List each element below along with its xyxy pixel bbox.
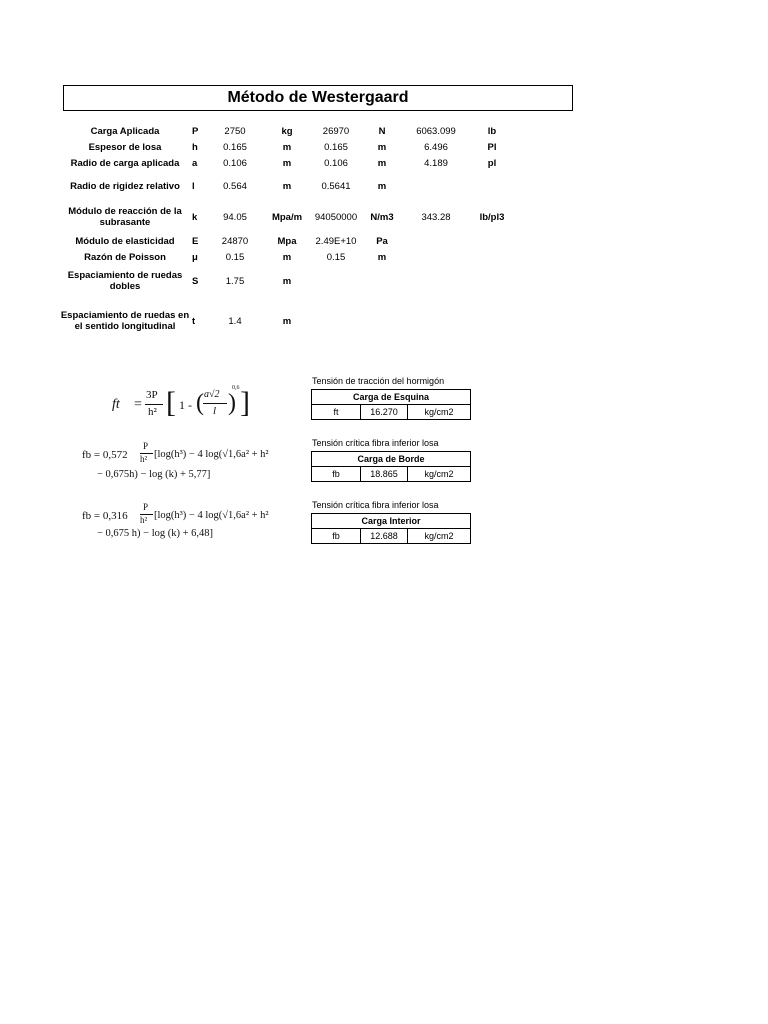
param-u3: lb/pl3 bbox=[479, 211, 505, 223]
param-sym: S bbox=[192, 275, 199, 287]
result-header-edge: Carga de Borde bbox=[312, 452, 471, 467]
param-row bbox=[60, 124, 530, 138]
result-unit-interior: kg/cm2 bbox=[408, 529, 471, 544]
param-name: Radio de rigidez relativo bbox=[70, 180, 180, 192]
param-row bbox=[60, 178, 530, 194]
param-u1: m bbox=[282, 141, 292, 153]
result-value-edge: 18.865 bbox=[361, 467, 408, 482]
result-label-corner: ft bbox=[312, 405, 361, 420]
param-v2: 0.15 bbox=[326, 251, 346, 263]
param-u1: Mpa/m bbox=[271, 211, 303, 223]
page-title: Método de Westergaard bbox=[63, 85, 573, 111]
formula-ft-frac-bar bbox=[203, 403, 227, 404]
param-sym: l bbox=[192, 180, 195, 192]
param-u3 bbox=[472, 178, 512, 194]
param-name: Espaciamiento de ruedas en el sentido longitudinal bbox=[60, 310, 190, 332]
param-name: Radio de carga aplicada bbox=[70, 157, 180, 169]
formula-ft-paren-open: ( bbox=[196, 390, 204, 416]
result-value-interior: 12.688 bbox=[361, 529, 408, 544]
caption-interior: Tensión crítica fibra inferior losa bbox=[312, 500, 439, 510]
param-v3 bbox=[406, 234, 466, 248]
formula-fb-edge-p: P bbox=[143, 441, 149, 451]
param-v2 bbox=[310, 269, 362, 293]
result-header-corner: Carga de Esquina bbox=[312, 390, 471, 405]
param-u1: kg bbox=[281, 125, 293, 137]
formula-fb-edge-line2: − 0,675h) − log (k) + 5,77] bbox=[97, 469, 211, 480]
param-name: Módulo de elasticidad bbox=[75, 235, 175, 247]
param-v3 bbox=[406, 178, 466, 194]
param-row bbox=[60, 269, 530, 293]
param-u1: Mpa bbox=[277, 235, 297, 247]
param-u2: N/m3 bbox=[370, 211, 394, 223]
param-v1: 1.4 bbox=[228, 315, 242, 327]
param-u1: m bbox=[282, 157, 292, 169]
result-header-interior: Carga Interior bbox=[312, 514, 471, 529]
result-unit-corner: kg/cm2 bbox=[408, 405, 471, 420]
param-v3 bbox=[406, 269, 466, 293]
param-row bbox=[60, 234, 530, 248]
formula-ft-den: h² bbox=[148, 406, 157, 418]
result-table-corner bbox=[311, 389, 471, 420]
result-label-edge: fb bbox=[312, 467, 361, 482]
formula-fb-edge-lhs: fb = 0,572 bbox=[82, 449, 128, 461]
param-sym: h bbox=[192, 141, 198, 153]
param-v1: 0.106 bbox=[223, 157, 247, 169]
formula-ft-eq: = bbox=[134, 397, 142, 412]
param-v2: 0.5641 bbox=[321, 180, 351, 192]
param-u3 bbox=[472, 307, 512, 335]
param-v2: 0.106 bbox=[324, 157, 348, 169]
formula-fb-int-body: [log(h³) − 4 log(√1,6a² + h² bbox=[154, 510, 269, 521]
param-v2: 0.165 bbox=[324, 141, 348, 153]
formula-fb-edge-h2: h² bbox=[140, 454, 148, 464]
param-u3: pl bbox=[487, 157, 497, 169]
param-u1: m bbox=[282, 180, 292, 192]
param-v1: 1.75 bbox=[225, 275, 245, 287]
param-v2 bbox=[310, 307, 362, 335]
param-row bbox=[60, 307, 530, 335]
param-u3: lb bbox=[487, 125, 497, 137]
formula-ft bbox=[112, 385, 252, 429]
formula-ft-paren-close: ) bbox=[228, 390, 236, 416]
param-u2: m bbox=[377, 251, 387, 263]
param-v3 bbox=[406, 307, 466, 335]
formula-ft-frac-num: a√2 bbox=[204, 389, 220, 400]
param-sym: E bbox=[192, 235, 199, 247]
param-sym: P bbox=[192, 125, 199, 137]
formula-ft-exp: 0,6 bbox=[232, 385, 240, 391]
result-value-corner: 16.270 bbox=[361, 405, 408, 420]
param-v2: 94050000 bbox=[314, 211, 358, 223]
param-u2: N bbox=[378, 125, 386, 137]
formula-ft-bracket-open: [ bbox=[166, 386, 176, 419]
formula-ft-bar bbox=[145, 404, 163, 405]
param-v1: 24870 bbox=[221, 235, 249, 247]
formula-ft-frac-den: l bbox=[213, 405, 217, 417]
param-u3 bbox=[472, 269, 512, 293]
formula-fb-int-h2: h² bbox=[140, 515, 148, 525]
param-name: Carga Aplicada bbox=[90, 125, 160, 137]
result-table-edge bbox=[311, 451, 471, 482]
param-u3 bbox=[472, 234, 512, 248]
param-name: Espaciamiento de ruedas dobles bbox=[67, 270, 183, 292]
param-row bbox=[60, 156, 530, 170]
result-unit-edge: kg/cm2 bbox=[408, 467, 471, 482]
param-u3 bbox=[472, 250, 512, 264]
param-u2: m bbox=[377, 180, 387, 192]
result-table-interior bbox=[311, 513, 471, 544]
param-v3: 6.496 bbox=[424, 141, 448, 153]
param-v1: 0.165 bbox=[223, 141, 247, 153]
param-v1: 2750 bbox=[224, 125, 246, 137]
param-v2: 26970 bbox=[322, 125, 350, 137]
param-u3: Pl bbox=[487, 141, 497, 153]
formula-fb-edge-body: [log(h³) − 4 log(√1,6a² + h² bbox=[154, 449, 269, 460]
param-u2: Pa bbox=[376, 235, 388, 247]
param-v1: 94.05 bbox=[223, 211, 247, 223]
param-v3 bbox=[406, 250, 466, 264]
param-u1: m bbox=[282, 315, 292, 327]
param-u1: m bbox=[282, 251, 292, 263]
param-row bbox=[60, 206, 530, 228]
param-sym: t bbox=[192, 315, 196, 327]
formula-fb-int-p: P bbox=[143, 502, 149, 512]
param-name: Espesor de losa bbox=[88, 141, 162, 153]
param-sym: k bbox=[192, 211, 198, 223]
param-name: Módulo de reacción de la subrasante bbox=[68, 206, 182, 228]
param-sym: μ bbox=[192, 251, 198, 263]
formula-ft-one: 1 - bbox=[179, 398, 192, 412]
param-u1: m bbox=[282, 275, 292, 287]
param-sym: a bbox=[192, 157, 198, 169]
caption-corner: Tensión de tracción del hormigón bbox=[312, 376, 445, 386]
param-v1: 0.15 bbox=[225, 251, 245, 263]
param-u2 bbox=[364, 269, 400, 293]
caption-edge: Tensión crítica fibra inferior losa bbox=[312, 438, 439, 448]
formula-ft-bracket-close: ] bbox=[240, 386, 250, 419]
param-name: Razón de Poisson bbox=[84, 251, 166, 263]
param-u2: m bbox=[377, 157, 387, 169]
param-row bbox=[60, 250, 530, 264]
formula-ft-lhs: ft bbox=[112, 397, 120, 412]
formula-ft-num: 3P bbox=[146, 389, 158, 401]
param-v1: 0.564 bbox=[223, 180, 247, 192]
param-u2: m bbox=[377, 141, 387, 153]
formula-fb-int-lhs: fb = 0,316 bbox=[82, 510, 128, 522]
formula-fb-edge bbox=[82, 440, 302, 486]
formula-fb-interior bbox=[82, 503, 302, 549]
param-row bbox=[60, 140, 530, 154]
param-v2: 2.49E+10 bbox=[315, 235, 357, 247]
param-v3: 4.189 bbox=[424, 157, 448, 169]
param-v3: 6063.099 bbox=[416, 125, 456, 137]
param-v3: 343.28 bbox=[421, 211, 451, 223]
result-label-interior: fb bbox=[312, 529, 361, 544]
param-u2 bbox=[364, 307, 400, 335]
formula-fb-int-line2: − 0,675 h) − log (k) + 6,48] bbox=[97, 528, 214, 539]
